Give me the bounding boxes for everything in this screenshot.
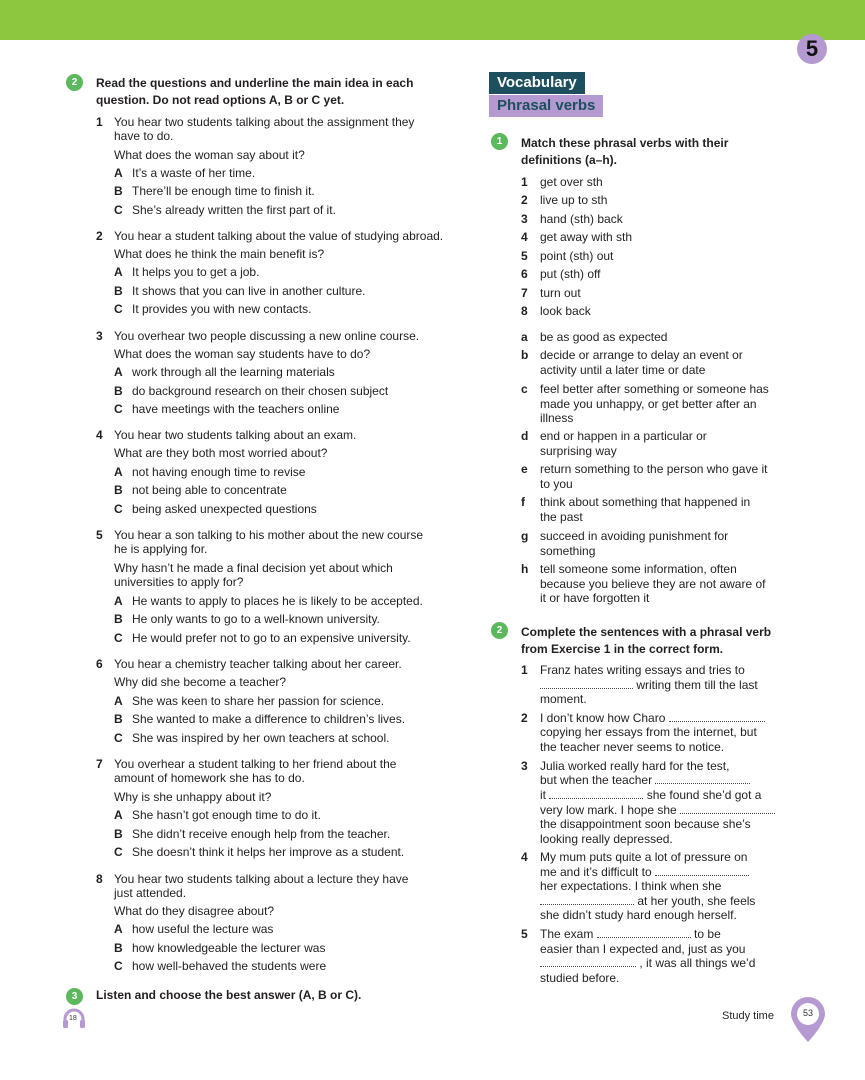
exercise-3-badge: 3 — [66, 988, 83, 1005]
sentence-2-number: 2 — [521, 711, 528, 725]
option-letter-b: B — [114, 941, 123, 955]
question-5-question-line1: Why hasn’t he made a final decision yet about which — [114, 561, 393, 575]
sentence-1-text: writing them till the last — [636, 678, 758, 692]
question-8-option-b: how knowledgeable the lecturer was — [132, 941, 326, 955]
option-letter-a: A — [114, 265, 123, 279]
question-3-option-b: do background research on their chosen subject — [132, 384, 389, 398]
sentence-5-text: to be — [694, 927, 721, 941]
option-letter-c: C — [114, 959, 123, 973]
question-5-context-line2: he is applying for. — [114, 542, 208, 556]
option-letter-a: A — [114, 166, 123, 180]
exercise-1-badge: 1 — [491, 133, 508, 150]
gap-5b-answer[interactable] — [540, 956, 636, 967]
question-1-option-c: She’s already written the first part of it. — [132, 203, 336, 217]
section-subheading: Phrasal verbs — [489, 95, 603, 117]
question-4-option-a: not having enough time to revise — [132, 465, 306, 479]
question-3-number: 3 — [96, 329, 103, 343]
option-letter-c: C — [114, 731, 123, 745]
sentence-3-text: looking really depressed. — [540, 832, 673, 846]
option-letter-b: B — [114, 284, 123, 298]
question-5-context-line1: You hear a son talking to his mother about the new course — [114, 528, 424, 542]
exercise-1-instruction-line1: Match these phrasal verbs with their — [521, 136, 729, 150]
question-8-context-line2: just attended. — [114, 886, 187, 900]
option-letter-a: A — [114, 922, 123, 936]
audio-headphones-icon[interactable] — [62, 1008, 86, 1030]
option-letter-a: A — [114, 365, 123, 379]
question-8-question: What do they disagree about? — [114, 904, 275, 918]
question-5-number: 5 — [96, 528, 103, 542]
question-3-option-a: work through all the learning materials — [132, 365, 335, 379]
question-4-number: 4 — [96, 428, 103, 442]
option-letter-c: C — [114, 302, 123, 316]
phrasal-verb: look back — [540, 304, 591, 318]
definition-letter: a — [521, 330, 528, 344]
verb-number: 4 — [521, 230, 528, 244]
phrasal-verb: hand (sth) back — [540, 212, 623, 226]
question-3-context: You overhear two people discussing a new online course. — [114, 329, 420, 343]
sentence-3-text: the disappointment soon because she’s — [540, 817, 751, 831]
question-7-question: Why is she unhappy about it? — [114, 790, 272, 804]
option-letter-a: A — [114, 808, 123, 822]
question-2-option-c: It provides you with new contacts. — [132, 302, 312, 316]
sentence-3-text: it — [540, 788, 546, 802]
sentence-5-text: , it was all things we’d — [639, 956, 756, 970]
question-6-number: 6 — [96, 657, 103, 671]
audio-track-number: 18 — [69, 1015, 77, 1022]
sentence-4-text: she didn’t study hard enough herself. — [540, 908, 737, 922]
sentence-4-text: at her youth, she feels — [637, 894, 756, 908]
phrasal-verb: put (sth) off — [540, 267, 601, 281]
gap-3a-answer[interactable] — [655, 773, 750, 784]
question-6-option-a: She was keen to share her passion for science. — [132, 694, 385, 708]
question-6-option-b: She wanted to make a difference to children’s lives. — [132, 712, 406, 726]
phrasal-verb: get away with sth — [540, 230, 633, 244]
sentence-3-text: but when the teacher — [540, 773, 653, 787]
verb-number: 7 — [521, 286, 528, 300]
definition-text: succeed in avoiding punishment for something — [540, 529, 729, 558]
unit-number-badge: 5 — [797, 34, 827, 64]
question-5-option-a: He wants to apply to places he is likely to be accepted. — [132, 594, 423, 608]
option-letter-c: C — [114, 845, 123, 859]
definition-letter: c — [521, 382, 528, 396]
definition-text: be as good as expected — [540, 330, 668, 344]
exercise-2-right-instruction-line1: Complete the sentences with a phrasal verb — [521, 625, 772, 639]
gap-3c-answer[interactable] — [680, 803, 775, 814]
sentence-3-text: very low mark. I hope she — [540, 803, 677, 817]
question-7-number: 7 — [96, 757, 103, 771]
section-heading: Vocabulary — [489, 72, 585, 94]
option-letter-b: B — [114, 612, 123, 626]
gap-4b-answer[interactable] — [540, 894, 634, 905]
option-letter-b: B — [114, 827, 123, 841]
sentence-3-text: Julia worked really hard for the test, — [540, 759, 730, 773]
gap-1-answer[interactable] — [540, 678, 633, 689]
question-8-option-c: how well-behaved the students were — [132, 959, 327, 973]
phrasal-verb: point (sth) out — [540, 249, 614, 263]
question-8-number: 8 — [96, 872, 103, 886]
definition-text: feel better after something or someone has made you unhappy, or get better after an illness — [540, 382, 769, 425]
option-letter-c: C — [114, 502, 123, 516]
verb-number: 5 — [521, 249, 528, 263]
question-7-option-a: She hasn’t got enough time to do it. — [132, 808, 321, 822]
exercise-2-instruction-line1: Read the questions and underline the main idea in each — [96, 76, 414, 90]
option-letter-a: A — [114, 694, 123, 708]
option-letter-c: C — [114, 402, 123, 416]
question-2-context: You hear a student talking about the value of studying abroad. — [114, 229, 444, 243]
question-5-option-b: He only wants to go to a well-known university. — [132, 612, 380, 626]
verb-number: 3 — [521, 212, 528, 226]
page-number: 53 — [802, 1008, 813, 1018]
gap-4a-answer[interactable] — [655, 865, 749, 876]
option-letter-b: B — [114, 712, 123, 726]
option-letter-a: A — [114, 465, 123, 479]
definition-letter: d — [521, 429, 529, 443]
question-2-option-b: It shows that you can live in another culture. — [132, 284, 366, 298]
gap-2-answer[interactable] — [669, 711, 765, 722]
definition-text: think about something that happened in the past — [540, 495, 751, 524]
definition-letter: e — [521, 462, 528, 476]
question-6-option-c: She was inspired by her own teachers at school. — [132, 731, 390, 745]
question-1-context-line1: You hear two students talking about the assignment they — [114, 115, 415, 129]
option-letter-b: B — [114, 483, 123, 497]
sentence-4-text: My mum puts quite a lot of pressure on — [540, 850, 748, 864]
gap-3b-answer[interactable] — [549, 788, 643, 799]
option-letter-c: C — [114, 631, 123, 645]
sentence-1-text: moment. — [540, 692, 587, 706]
sentence-3-number: 3 — [521, 759, 528, 773]
option-letter-c: C — [114, 203, 123, 217]
sentence-4-number: 4 — [521, 850, 528, 864]
verb-number: 2 — [521, 193, 528, 207]
question-4-context: You hear two students talking about an exam. — [114, 428, 357, 442]
sentence-5-text: The exam — [540, 927, 594, 941]
sentence-4-text: her expectations. I think when she — [540, 879, 722, 893]
sentence-2-text: copying her essays from the internet, but — [540, 725, 757, 739]
option-letter-a: A — [114, 594, 123, 608]
phrasal-verb: turn out — [540, 286, 581, 300]
exercise-2-right-badge: 2 — [491, 622, 508, 639]
verb-number: 6 — [521, 267, 528, 281]
definition-text: decide or arrange to delay an event or activity until a later time or date — [540, 348, 743, 377]
sentence-2-text: the teacher never seems to notice. — [540, 740, 725, 754]
question-3-question: What does the woman say students have to do? — [114, 347, 371, 361]
sentence-3-text: she found she’d got a — [646, 788, 762, 802]
definition-letter: f — [521, 495, 525, 509]
exercise-2-instruction-line2: question. Do not read options A, B or C yet. — [96, 93, 345, 107]
exercise-1-instruction-line2: definitions (a–h). — [521, 153, 617, 167]
question-2-option-a: It helps you to get a job. — [132, 265, 260, 279]
exercise-3-instruction: Listen and choose the best answer (A, B or C). — [96, 988, 362, 1002]
verb-number: 8 — [521, 304, 528, 318]
option-letter-b: B — [114, 184, 123, 198]
page-number-pin-icon — [789, 996, 827, 1044]
verb-number: 1 — [521, 175, 528, 189]
question-4-option-b: not being able to concentrate — [132, 483, 287, 497]
question-7-context-line2: amount of homework she has to do. — [114, 771, 305, 785]
definition-letter: b — [521, 348, 529, 362]
sentence-4-text: me and it’s difficult to — [540, 865, 652, 879]
definition-text: return something to the person who gave it to you — [540, 462, 768, 491]
question-4-option-c: being asked unexpected questions — [132, 502, 317, 516]
question-7-option-c: She doesn’t think it helps her improve as a student. — [132, 845, 405, 859]
footer-section-label: Study time — [722, 1010, 774, 1022]
question-6-context: You hear a chemistry teacher talking about her career. — [114, 657, 402, 671]
question-1-option-b: There’ll be enough time to finish it. — [132, 184, 315, 198]
sentence-2-text: I don’t know how Charo — [540, 711, 666, 725]
sentence-1-text: Franz hates writing essays and tries to — [540, 663, 745, 677]
question-2-number: 2 — [96, 229, 103, 243]
question-5-question-line2: universities to apply for? — [114, 575, 244, 589]
sentence-5-number: 5 — [521, 927, 528, 941]
question-1-option-a: It’s a waste of her time. — [132, 166, 256, 180]
exercise-2-right-instruction-line2: from Exercise 1 in the correct form. — [521, 642, 724, 656]
option-letter-b: B — [114, 384, 123, 398]
question-1-question: What does the woman say about it? — [114, 148, 305, 162]
sentence-5-text: easier than I expected and, just as you — [540, 942, 746, 956]
exercise-2-badge: 2 — [66, 74, 83, 91]
question-5-option-c: He would prefer not to go to an expensive university. — [132, 631, 411, 645]
definition-text: end or happen in a particular or surprising way — [540, 429, 707, 458]
question-6-question: Why did she become a teacher? — [114, 675, 287, 689]
question-1-number: 1 — [96, 115, 103, 129]
question-7-option-b: She didn’t receive enough help from the teacher. — [132, 827, 391, 841]
question-8-context-line1: You hear two students talking about a lecture they have — [114, 872, 409, 886]
definition-letter: h — [521, 562, 529, 576]
top-color-bar — [0, 0, 865, 40]
question-4-question: What are they both most worried about? — [114, 446, 328, 460]
definition-letter: g — [521, 529, 529, 543]
question-2-question: What does he think the main benefit is? — [114, 247, 325, 261]
question-3-option-c: have meetings with the teachers online — [132, 402, 340, 416]
phrasal-verb: live up to sth — [540, 193, 608, 207]
sentence-1-number: 1 — [521, 663, 528, 677]
question-7-context-line1: You overhear a student talking to her friend about the — [114, 757, 397, 771]
gap-5a-answer[interactable] — [597, 927, 691, 938]
question-1-context-line2: have to do. — [114, 129, 174, 143]
phrasal-verb: get over sth — [540, 175, 603, 189]
question-8-option-a: how useful the lecture was — [132, 922, 274, 936]
sentence-5-text: studied before. — [540, 971, 620, 985]
definition-text: tell someone some information, often because you believe they are not aware of it or have forgotten it — [540, 562, 766, 605]
